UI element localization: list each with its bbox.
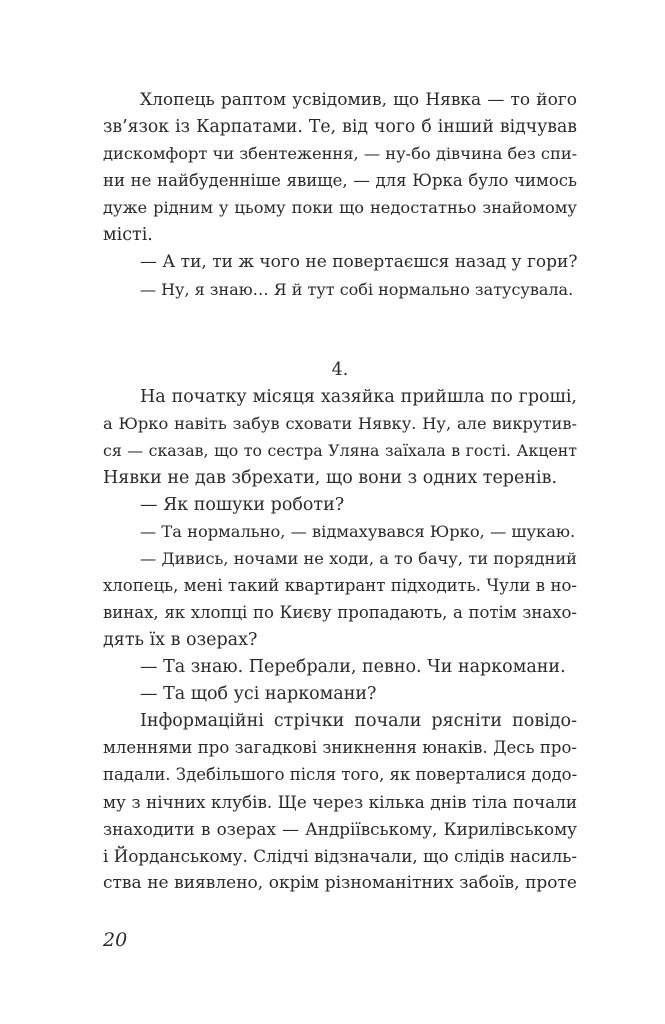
text-line: ся — сказав, що то сестра Уляна заїхала в гості. Акцент <box>103 441 577 460</box>
paragraph-first-line: Хлопець раптом усвідомив, що Нявка — то його <box>140 90 577 110</box>
text-line: ства не виявлено, окрім різноманітних забоїв, проте <box>103 873 577 893</box>
text-line: винах, як хлопці по Києву пропадають, а потім знахо- <box>103 603 577 622</box>
section-heading: 4. <box>331 360 349 380</box>
text-line: падали. Здебільшого після того, як поверталися додо- <box>103 765 578 784</box>
text-line: дять їх в озерах? <box>103 630 258 650</box>
dialogue-line: — Дивись, ночами не ходи, а то бачу, ти порядний <box>140 549 577 568</box>
text-line: дуже рідним у цьому поки що недостатньо знайомому <box>103 198 577 217</box>
page-number: 20 <box>103 929 128 951</box>
text-line: мленнями про загадкові зникнення юнаків. Десь про- <box>103 738 577 757</box>
dialogue-line: — Ну, я знаю… Я й тут собі нормально затусувала. <box>140 280 574 299</box>
text-line: зв’язок із Карпатами. Те, від чого б інший відчував <box>103 117 577 137</box>
dialogue-line: — Та нормально, — відмахувався Юрко, — шукаю. <box>140 522 576 541</box>
text-line: ни не найбуденніше явище, — для Юрка було чимось <box>103 171 577 190</box>
text-line: знаходити в озерах — Андріївському, Кирилівському <box>103 819 577 839</box>
text-line: хлопець, мені такий квартирант підходить. Чули в но- <box>103 576 577 595</box>
text-line: дискомфорт чи збентеження, — ну-бо дівчина без спи- <box>103 144 578 163</box>
text-line: Нявки не дав збрехати, що вони з одних теренів. <box>103 468 558 488</box>
text-line: і Йорданському. Слідчі відзначали, що слідів насиль- <box>103 846 577 866</box>
dialogue-line: — Та щоб усі наркомани? <box>140 684 377 704</box>
dialogue-line: — Та знаю. Перебрали, певно. Чи наркомани. <box>140 657 566 677</box>
dialogue-line: — Як пошуки роботи? <box>140 495 345 515</box>
text-line: місті. <box>103 225 153 245</box>
paragraph-first-line: Інформаційні стрічки почали рясніти повідо- <box>140 711 577 731</box>
dialogue-line: — А ти, ти ж чого не повертаєшся назад у гори? <box>140 252 578 272</box>
text-line: му з нічних клубів. Ще через кілька днів тіла почали <box>103 792 577 812</box>
text-line: а Юрко навіть забув сховати Нявку. Ну, але викрутив- <box>103 414 577 433</box>
paragraph-first-line: На початку місяця хазяйка прийшла по гроші, <box>140 387 577 407</box>
